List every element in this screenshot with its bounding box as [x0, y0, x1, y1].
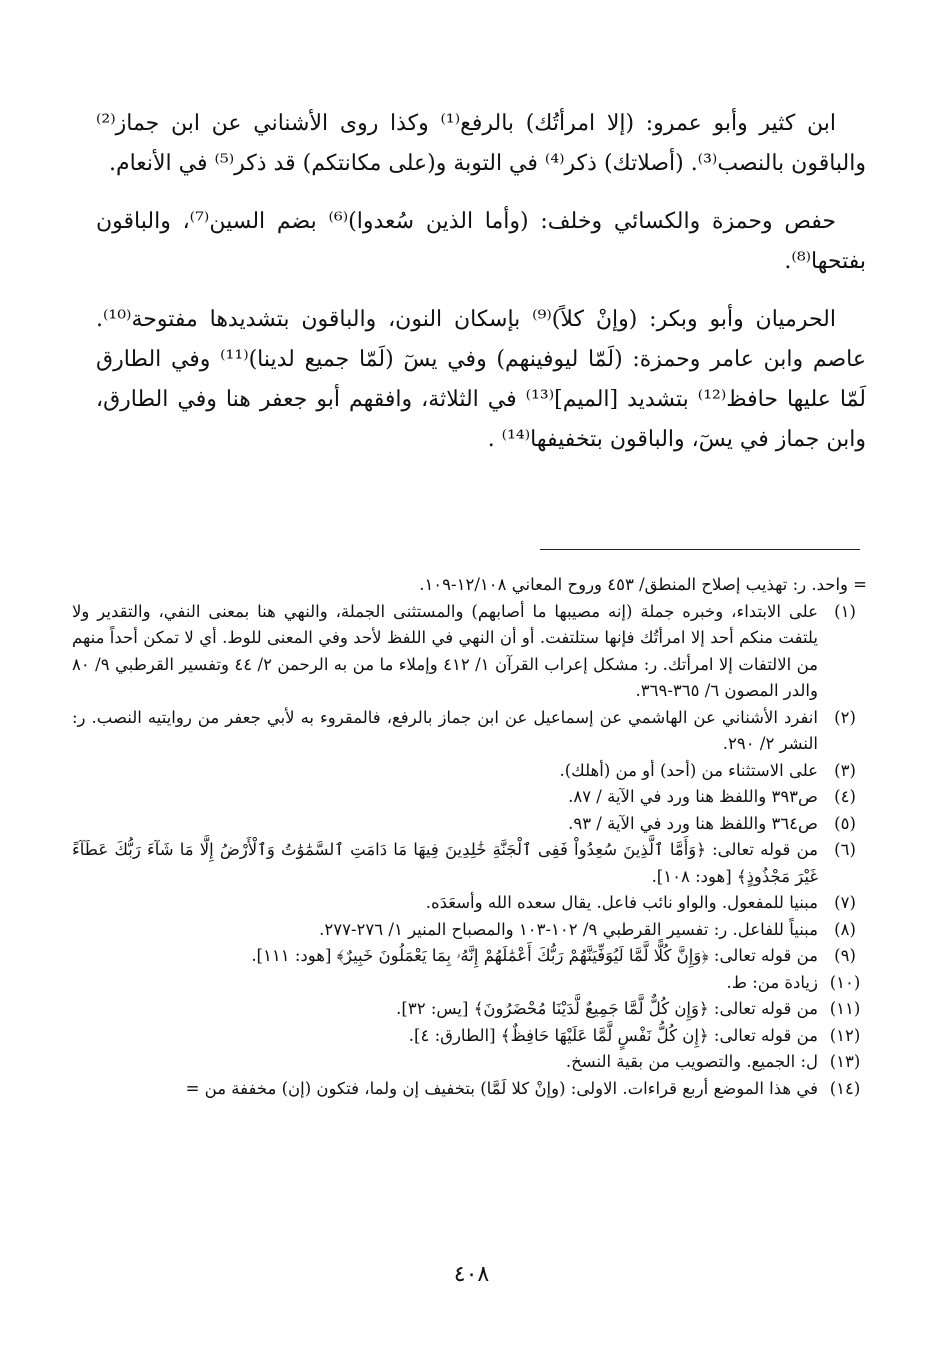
footnote-number: (٩): [834, 946, 856, 965]
footnote-text: انفرد الأشناني عن الهاشمي عن إسماعيل عن ابن جماز بالرفع، فالمقروء به لأبي جعفر من روايتيه النصب. ر: النشر ٢/ ٢٩٠.: [72, 707, 818, 753]
footnote-number: (٣): [834, 760, 856, 780]
paragraph-3: الحرميان وأبو وبكر: (وإنْ كلاً)⁽⁹⁾ بإسكان النون، والباقون بتشديدها مفتوحة⁽¹⁰⁾. عاصم وابن عامر وحمزة: (لَمّا ليوفينهم) وفي يسٓ (لَمّا جميع لدينا)⁽¹¹⁾ وفي الطارق لَمّا عليها حافظ⁽¹²⁾ بتشديد [الميم]⁽¹³⁾ في الثلاثة، وافقهم أبو جعفر هنا وفي الطارق، وابن جماز في يسٓ، والباقون بتخفيفها⁽¹⁴⁾ .: [96, 307, 867, 452]
footnote-4: [72, 784, 872, 811]
footnote-number: (١): [834, 601, 856, 621]
footnote-12: [72, 1023, 872, 1050]
main-text: [96, 104, 866, 478]
footnote-text: ل: الجميع. والتصويب من بقية النسخ.: [565, 1052, 818, 1071]
footnote-text: واحد. ر: تهذيب إصلاح المنطق/ ٤٥٣ وروح المعاني ١٢/١٠٨-١٠٩.: [419, 575, 848, 594]
footnote-1: [72, 599, 872, 705]
footnote-text: من قوله تعالى: ﴿وَإِن كُلٌّ لَّمَّا جَمِيعٌ لَّدَيْنَا مُحْضَرُونَ﴾ [يس: ٣٢].: [396, 999, 818, 1018]
footnote-5: [72, 811, 872, 838]
paragraph-2: حفص وحمزة والكسائي وخلف: (وأما الذين سُعدوا)⁽⁶⁾ بضم السين⁽⁷⁾، والباقون بفتحها⁽⁸⁾.: [96, 209, 866, 274]
footnote-text: على الاستثناء من (أحد) أو من (أهلك).: [559, 760, 818, 780]
footnote-number: (١٣): [829, 1052, 861, 1071]
footnote-14: [72, 1076, 872, 1103]
footnote-number: (٦): [834, 840, 856, 859]
footnote-text: من قوله تعالى: ﴿إِن كُلُّ نَفْسٍ لَّمَّا عَلَيْهَا حَافِظٌ﴾ [الطارق: ٤].: [408, 1025, 818, 1045]
footnote-7: [72, 890, 872, 917]
footnote-text: من قوله تعالى: ﴿وَإِنَّ كُلًّا لَّمَّا لَيُوَفِّيَنَّهُمْ رَبُّكَ أَعْمَٰلَهُمْ إِنَّهُۥ بِمَا يَعْمَلُونَ خَبِيرٌ﴾ [هود: ١١١].: [251, 946, 818, 965]
footnote-9: [72, 943, 872, 970]
footnote-number: (١٤): [829, 1078, 861, 1098]
footnote-10: [72, 970, 872, 997]
footnote-text: على الابتداء، وخبره جملة (إنه مصيبها ما أصابهم) والمستثنى الجملة، والنهي هنا بمعنى النفي، والتقدير ولا يلتفت منكم أحد إلا امرأتُك فإنها ستلتفت. أو أن النهي في اللفظ لأحد وفي المعنى للوط. أي لا تمكن أحداً منهم من الالتفات إلا امرأتك. ر: مشكل إعراب القرآن ١/ ٤١٢ وإملاء ما من به الرحمن ٢/ ٤٤ وتفسير القرطبي ٩/ ٨٠ والدر المصون ٦/ ٣٦٥-٣٦٩.: [72, 601, 818, 700]
footnote-3: [72, 758, 872, 785]
footnote-number: (٨): [834, 919, 856, 939]
footnote-text: مبنيا للمفعول. والواو نائب فاعل. يقال سعده الله وأسعَدَه.: [425, 893, 818, 912]
paragraph-1: ابن كثير وأبو عمرو: (إلا امرأتُك) بالرفع⁽¹⁾ وكذا روى الأشناني عن ابن جماز⁽²⁾ والباقون بالنصب⁽³⁾. (أصلاتك) ذكر⁽⁴⁾ في التوبة و(على مكانتكم) قد ذكر⁽⁵⁾ في الأنعام.: [96, 111, 866, 176]
footnote-number: (٢): [834, 707, 856, 727]
footnote-number: (١٢): [829, 1025, 861, 1045]
footnote-number: (٤): [834, 787, 856, 806]
footnote-text: مبنياً للفاعل. ر: تفسير القرطبي ٩/ ١٠٢-١٠٣ والمصباح المنير ١/ ٢٧٦-٢٧٧.: [319, 919, 818, 939]
footnote-13: [72, 1049, 872, 1076]
footnote-text: زيادة من: ط.: [726, 972, 818, 992]
footnote-number: (١١): [829, 999, 861, 1018]
footnote-number: (٥): [834, 813, 856, 833]
footnote-number: (١٠): [829, 972, 861, 992]
footnote-11: [72, 996, 872, 1023]
footnotes: [72, 572, 872, 1102]
footnote-separator: [540, 549, 860, 550]
footnote-continuation: [72, 572, 872, 599]
footnote-text: ص٣٩٣ واللفظ هنا ورد في الآية / ٨٧.: [568, 787, 818, 806]
footnote-8: [72, 917, 872, 944]
footnote-number: (٧): [834, 893, 856, 912]
footnote-2: [72, 705, 872, 758]
continuation-marker: =: [853, 575, 867, 594]
page-number: ٤٠٨: [453, 1262, 490, 1287]
footnote-text: ص٣٦٤ واللفظ هنا ورد في الآية / ٩٣.: [568, 813, 818, 833]
footnote-6: [72, 837, 872, 890]
footnote-text: في هذا الموضع أربع قراءات. الاولى: (وإنْ كلا لَمَّا) بتخفيف إن ولما، فتكون (إن) مخففة من =: [185, 1078, 818, 1098]
footnote-text: من قوله تعالى: ﴿وَأَمَّا ٱلَّذِينَ سُعِدُواْ فَفِى ٱلْجَنَّةِ خَٰلِدِينَ فِيهَا مَا دَامَتِ ٱلسَّمَٰوَٰتُ وَٱلْأَرْضُ إِلَّا مَا شَآءَ رَبُّكَ عَطَآءً غَيْرَ مَجْذُوذٍ﴾ [هود: ١٠٨].: [72, 840, 818, 886]
